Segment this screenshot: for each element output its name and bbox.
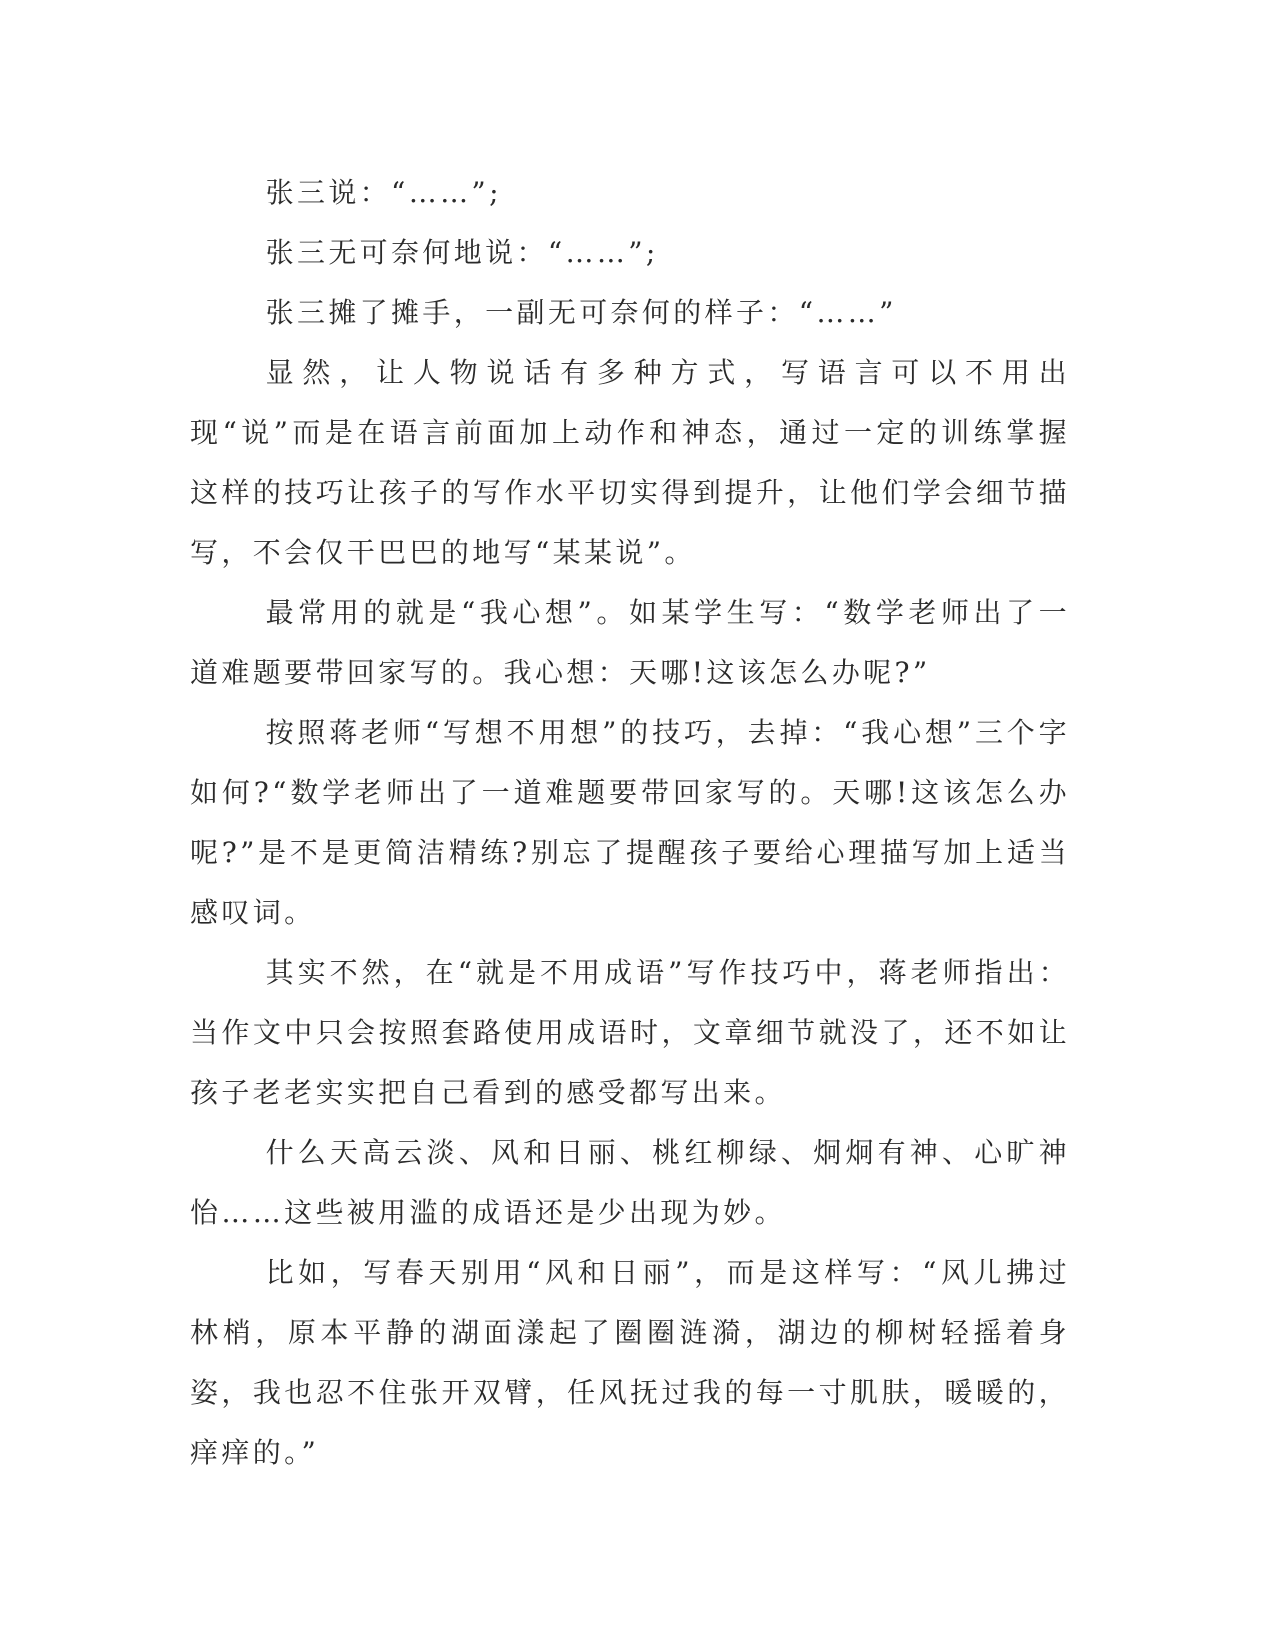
paragraph-5: 最常用的就是“我心想”。如某学生写：“数学老师出了一道难题要带回家写的。我心想：天哪!这该怎么办呢?” bbox=[190, 596, 1070, 689]
paragraph-1: 张三说：“……”; bbox=[265, 176, 502, 209]
paragraph-4: 显然，让人物说话有多种方式，写语言可以不用出现“说”而是在语言前面加上动作和神态，通过一定的训练掌握这样的技巧让孩子的写作水平切实得到提升，让他们学会细节描写，不会仅干巴巴的地写“某某说”。 bbox=[190, 356, 1070, 569]
paragraph-7: 其实不然，在“就是不用成语”写作技巧中，蒋老师指出：当作文中只会按照套路使用成语时，文章细节就没了，还不如让孩子老老实实把自己看到的感受都写出来。 bbox=[190, 956, 1070, 1109]
paragraph-6: 按照蒋老师“写想不用想”的技巧，去掉：“我心想”三个字如何?“数学老师出了一道难题要带回家写的。天哪!这该怎么办呢?”是不是更简洁精练?别忘了提醒孩子要给心理描写加上适当感叹词。 bbox=[190, 716, 1070, 929]
paragraph-2: 张三无可奈何地说：“……”; bbox=[265, 236, 659, 269]
document-body bbox=[190, 163, 1070, 1483]
paragraph-9: 比如，写春天别用“风和日丽”，而是这样写：“风儿拂过林梢，原本平静的湖面漾起了圈圈涟漪，湖边的柳树轻摇着身姿，我也忍不住张开双臂，任风抚过我的每一寸肌肤，暖暖的，痒痒的。” bbox=[190, 1256, 1070, 1469]
paragraph-8: 什么天高云淡、风和日丽、桃红柳绿、炯炯有神、心旷神怡……这些被用滥的成语还是少出现为妙。 bbox=[190, 1136, 1070, 1229]
paragraph-3: 张三摊了摊手，一副无可奈何的样子：“……” bbox=[265, 296, 897, 329]
